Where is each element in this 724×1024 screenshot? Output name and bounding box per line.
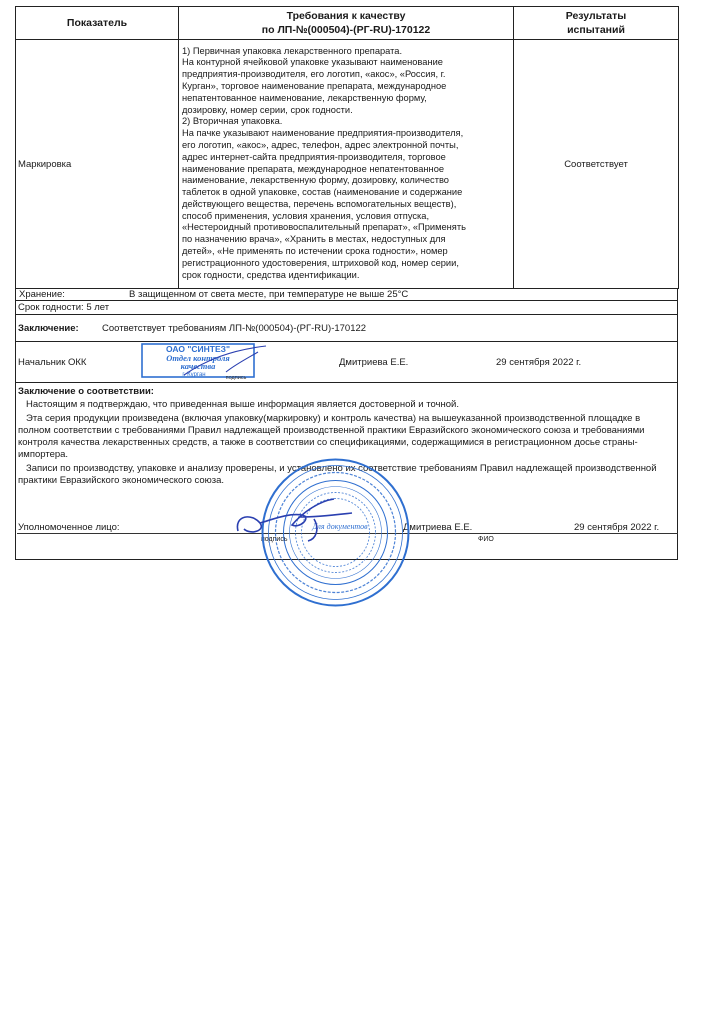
okk-signature-caption: подпись [225,375,247,380]
fio-caption: ФИО [478,536,494,543]
header-results-line2: испытаний [567,24,625,36]
okk-stamp-line2: Отдел контроля [166,353,230,363]
compliance-title: Заключение о соответствии: [18,386,154,397]
authorized-person-date: 29 сентября 2022 г. [574,522,660,533]
storage-row [15,289,678,301]
storage-label: Хранение: [19,289,65,300]
header-results-line1: Результаты [565,10,627,22]
signature-caption: подпись [261,536,288,543]
shelf-life-row: Срок годности: 5 лет [15,301,678,315]
header-requirements-line1: Требования к качеству [286,10,406,22]
round-seal-center-text: Для документов [312,522,368,531]
marking-result: Соответствует [514,40,679,289]
authorized-handwritten-signature [230,495,360,545]
conclusion-label: Заключение: [18,323,79,334]
okk-signature-row [15,342,678,383]
header-results [514,7,679,40]
compliance-paragraph-1: Настоящим я подтверждаю, что приведенная выше информация является достоверной и точной. [26,399,459,410]
okk-date: 29 сентября 2022 г. [496,357,582,368]
conclusion-value: Соответствует требованиям ЛП-№(000504)-(РГ-RU)-170122 [102,323,367,334]
okk-name: Дмитриева Е.Е. [339,357,409,368]
okk-stamp-line4: г. Курган [182,372,206,378]
header-indicator: Показатель [16,7,179,40]
table-header-row [16,7,679,40]
marking-requirement: 1) Первичная упаковка лекарственного препарата. На контурной ячейковой упаковке указывают наименование предприятия-производителя, его логотип, «акос», «Россия, г. Курган», торговое наименование препарата, международное непатентованное наименование, лекарственную форму, дозировку, номер серии, срок годности. 2) Вторичная упаковка. На пачке указывают наименование предприятия-производителя, его логотип, «акос», адрес, телефон, адрес электронной почты, адрес интернет-сайта предприятия-производителя, торговое наименование препарата, международное непатентованное наименование, лекарственную форму, дозировку, количество таблеток в одной упаковке, состав (наименование и содержание действующего вещества, перечень вспомогательных веществ), способ применения, условия хранения, условия отпуска, «Нестероидный противовоспалительный препарат», «Применять по назначению врача», «Хранить в местах, недоступных для детей», «Не применять по истечении срока годности», номер регистрационного удостоверения, штриховой код, номер серии, срок годности, средства идентификации. [179,40,514,289]
compliance-paragraph-3: Записи по производству, упаковке и анализу проверены, и установлено их соответствие требованиям Правил надлежащей производственной практики Евразийского экономического союза. [18,463,657,486]
compliance-paragraph-2: Эта серия продукции произведена (включая упаковку(маркировку) и контроль качества) на вышеуказанной производственной площадке в полном соответствии с требованиями Правил надлежащей производственной практики Евразийского экономического союза и требованиями контроля качества лекарственных средств, а также в соответствии со спецификациями, содержащимися в регистрационном досье страны-импортера. [18,413,645,460]
requirements-table [15,6,679,289]
header-requirements-line2: по ЛП-№(000504)-(РГ-RU)-170122 [261,24,431,36]
marking-label: Маркировка [16,40,179,289]
marking-row [16,40,679,289]
storage-value: В защищенном от света месте, при температуре не выше 25°С [129,289,409,300]
okk-stamp [136,342,276,380]
authorized-person-name: Дмитриева Е.Е. [403,522,473,533]
okk-stamp-line1: ОАО "СИНТЕЗ" [165,344,231,354]
okk-stamp-line3: качества [180,361,216,371]
header-requirements [179,7,514,40]
authorized-person-label: Уполномоченное лицо: [18,522,120,533]
conclusion-row [15,315,678,342]
okk-label: Начальник ОКК [18,357,87,368]
